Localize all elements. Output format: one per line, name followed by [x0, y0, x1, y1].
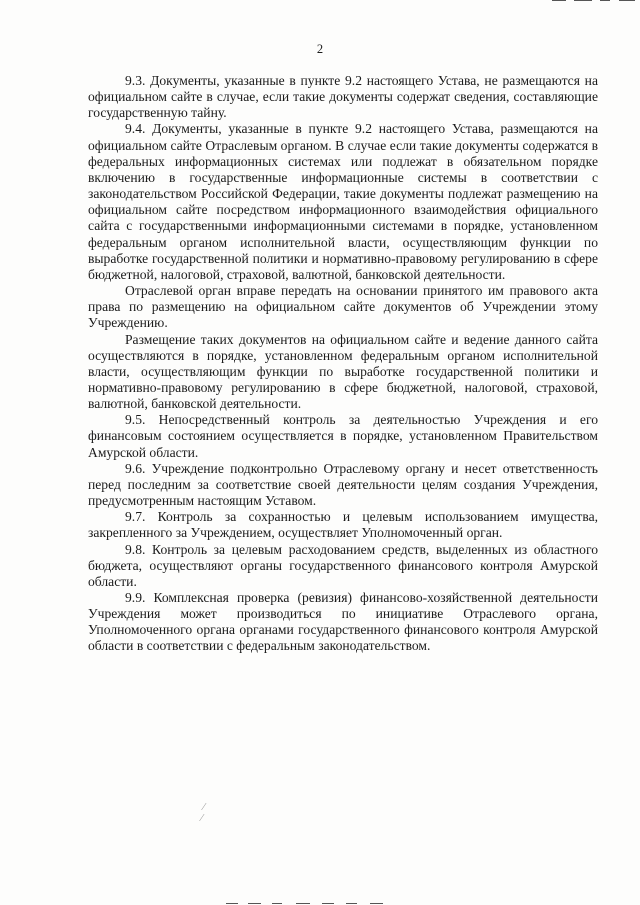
- scan-edge-mark: [619, 0, 635, 1]
- paragraph-9-6: 9.6. Учреждение подконтрольно Отраслевому органу и несет ответственность перед последним за соответствие своей деятельности целям создания Учреждения, предусмотренным настоящим Уставом.: [88, 460, 598, 509]
- scan-edge-mark: [370, 903, 383, 904]
- paragraph-9-3: 9.3. Документы, указанные в пункте 9.2 настоящего Устава, не размещаются на официальном сайте в случае, если такие документы содержат сведения, составляющие государственную тайну.: [88, 73, 598, 121]
- scan-edge-mark: [296, 903, 310, 904]
- paragraph-9-7: 9.7. Контроль за сохранностью и целевым использованием имущества, закрепленного за Учреждением, осуществляет Уполномоченный орган.: [88, 509, 598, 541]
- scan-edge-mark: [248, 903, 261, 904]
- scan-edge-mark: [574, 0, 592, 1]
- paragraph-9-8: 9.8. Контроль за целевым расходованием средств, выделенных из областного бюджета, осуществляют органы государственного финансового контроля Амурской области.: [88, 541, 598, 589]
- scan-edge-mark: [226, 903, 238, 904]
- scan-edge-mark: [600, 0, 610, 1]
- scan-edge-mark: [552, 0, 566, 1]
- paragraph-9-5: 9.5. Непосредственный контроль за деятельностью Учреждения и его финансовым состоянием осуществляется в порядке, установленном Правительством Амурской области.: [88, 412, 598, 460]
- paragraph-9-4: 9.4. Документы, указанные в пункте 9.2 настоящего Устава, размещаются на официальном сайте Отраслевым органом. В случае если такие документы содержатся в федеральных информационных системах или подлежат в обязательном порядке включению в государственные информационные системы в соответствии с законодательством Российской Федерации, такие документы подлежат размещению на официальном сайте посредством информационного взаимодействия официального сайта с государственными информационными системами в порядке, установленном федеральным органом исполнительной власти, осуществляющим функции по выработке государственной политики и нормативно-правовому регулированию в сфере бюджетной, налоговой, страховой, валютной, банковской деятельности.: [88, 121, 598, 282]
- page-number: 2: [316, 42, 324, 56]
- scan-edge-mark: [346, 903, 357, 904]
- paragraph-9-4-transfer: Отраслевой орган вправе передать на основании принятого им правового акта права по размещению на официальном сайте документов об Учреждении этому Учреждению.: [88, 283, 598, 331]
- paragraph-9-4-placement: Размещение таких документов на официальном сайте и ведение данного сайта осуществляются в порядке, установленном федеральным органом исполнительной власти, осуществляющим функции по выработке государственной политики и нормативно-правовому регулированию в сфере бюджетной, налоговой, страховой, валютной, банковской деятельности.: [88, 331, 598, 412]
- paragraph-9-9: 9.9. Комплексная проверка (ревизия) финансово-хозяйственной деятельности Учреждения может производиться по инициативе Отраслевого органа, Уполномоченного органа органами государственного финансового контроля Амурской области в соответствии с федеральным законодательством.: [88, 590, 598, 654]
- document-body: [88, 73, 598, 655]
- scan-edge-mark: [272, 903, 282, 904]
- scan-edge-mark: [322, 903, 334, 904]
- scan-artifact: ⁄: [203, 802, 205, 813]
- scan-artifact: ⁄: [201, 813, 203, 824]
